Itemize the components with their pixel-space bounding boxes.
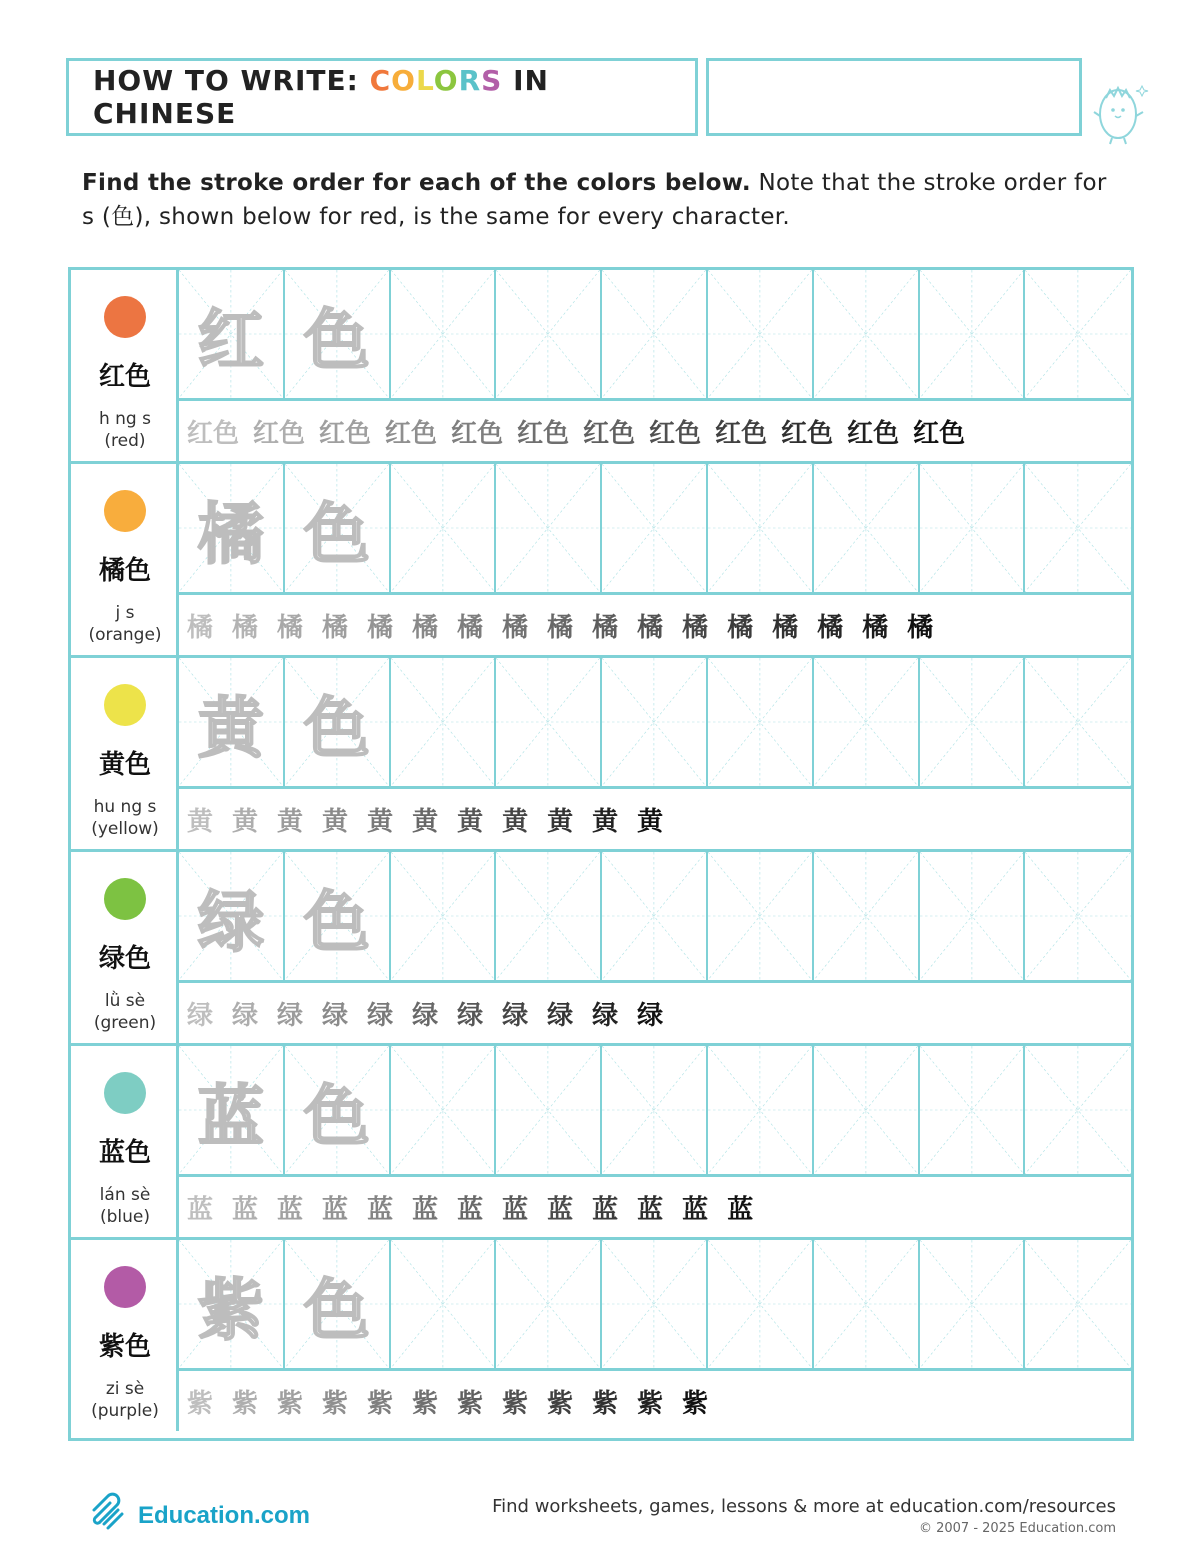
grid-guide-lines bbox=[920, 1240, 1024, 1368]
stroke-order-strip bbox=[179, 786, 1131, 849]
stroke-step: 橘 bbox=[277, 612, 304, 643]
stroke-step: 黄 bbox=[502, 806, 529, 837]
stroke-step: 橘 bbox=[637, 612, 664, 643]
writing-box[interactable] bbox=[496, 852, 602, 980]
stroke-step: 黄 bbox=[457, 806, 484, 837]
grid-guide-lines bbox=[496, 464, 600, 592]
stroke-step: 蓝 bbox=[727, 1194, 754, 1225]
trace-character: 红 bbox=[197, 301, 264, 379]
stroke-step: 黄 bbox=[637, 806, 664, 837]
trace-character: 黄 bbox=[197, 689, 264, 767]
stroke-step: 橘 bbox=[772, 612, 799, 643]
writing-box[interactable] bbox=[496, 658, 602, 786]
writing-box[interactable] bbox=[602, 464, 708, 592]
grid-guide-lines bbox=[814, 1046, 918, 1174]
trace-character: 紫 bbox=[197, 1271, 264, 1349]
color-label-cell bbox=[71, 852, 179, 1043]
chinese-word: 红色 bbox=[98, 362, 151, 392]
trace-character: 色 bbox=[303, 1271, 370, 1349]
stroke-step: 黄 bbox=[547, 806, 574, 837]
stroke-step: 红色 bbox=[319, 418, 372, 449]
stroke-step: 红色 bbox=[253, 418, 306, 449]
stroke-step: 橘 bbox=[592, 612, 619, 643]
paperclip-logo-icon bbox=[84, 1488, 132, 1536]
grid-guide-lines bbox=[391, 1240, 495, 1368]
title-colors-word bbox=[370, 64, 503, 97]
stroke-step: 橘 bbox=[502, 612, 529, 643]
title-color-letter: C bbox=[369, 64, 392, 97]
color-label-cell bbox=[71, 270, 179, 461]
stroke-step: 绿 bbox=[412, 1000, 439, 1031]
education-logo[interactable] bbox=[84, 1488, 324, 1538]
grid-guide-lines bbox=[391, 464, 495, 592]
instructions-rest: Note that the stroke order for s (色), shown below for red, is the same for every character. bbox=[82, 170, 1107, 230]
stroke-step: 紫 bbox=[232, 1388, 259, 1419]
writing-box[interactable] bbox=[814, 1046, 920, 1174]
stroke-step: 红色 bbox=[781, 418, 834, 449]
color-label-cell bbox=[71, 658, 179, 849]
grid-guide-lines bbox=[496, 852, 600, 980]
writing-box[interactable] bbox=[1025, 270, 1131, 398]
writing-boxes bbox=[179, 464, 1131, 592]
english-label: (orange) bbox=[88, 625, 162, 645]
worksheet-title bbox=[93, 64, 695, 130]
trace-character: 色 bbox=[303, 689, 370, 767]
trace-character: 色 bbox=[303, 495, 370, 573]
grid-guide-lines bbox=[496, 1240, 600, 1368]
grid-guide-lines bbox=[814, 464, 918, 592]
grid-guide-lines bbox=[920, 464, 1024, 592]
writing-box[interactable] bbox=[391, 1046, 497, 1174]
stroke-step: 紫 bbox=[277, 1388, 304, 1419]
writing-box[interactable] bbox=[920, 1240, 1026, 1368]
stroke-step: 蓝 bbox=[322, 1194, 349, 1225]
stroke-step: 黄 bbox=[322, 806, 349, 837]
stroke-step: 红色 bbox=[187, 418, 240, 449]
color-swatch bbox=[104, 878, 146, 920]
pinyin-label: j s bbox=[115, 603, 135, 623]
pinyin-label: hu ng s bbox=[93, 797, 157, 817]
worksheet-title-box bbox=[66, 58, 698, 136]
stroke-step: 橘 bbox=[232, 612, 259, 643]
title-color-letter: O bbox=[433, 64, 459, 97]
writing-box[interactable] bbox=[920, 1046, 1026, 1174]
writing-box[interactable] bbox=[285, 1046, 391, 1174]
writing-box[interactable] bbox=[285, 852, 391, 980]
stroke-step: 绿 bbox=[367, 1000, 394, 1031]
stroke-step: 红色 bbox=[715, 418, 768, 449]
chinese-word: 蓝色 bbox=[98, 1138, 151, 1168]
stroke-order-strip bbox=[179, 980, 1131, 1043]
grid-guide-lines bbox=[391, 852, 495, 980]
writing-boxes bbox=[179, 852, 1131, 980]
writing-box[interactable] bbox=[602, 658, 708, 786]
trace-character: 色 bbox=[303, 301, 370, 379]
writing-box[interactable] bbox=[1025, 1240, 1131, 1368]
footer-tagline[interactable]: Find worksheets, games, lessons & more at education.com/resources bbox=[492, 1496, 1116, 1517]
stroke-step: 黄 bbox=[412, 806, 439, 837]
name-field-box[interactable] bbox=[706, 58, 1082, 136]
stroke-step: 橘 bbox=[187, 612, 214, 643]
writing-box[interactable] bbox=[1025, 1046, 1131, 1174]
writing-box[interactable] bbox=[391, 270, 497, 398]
pinyin-label: lǜ sè bbox=[104, 991, 146, 1011]
title-color-letter: O bbox=[391, 64, 416, 97]
writing-box[interactable] bbox=[602, 270, 708, 398]
stroke-step: 橘 bbox=[907, 612, 934, 643]
writing-box[interactable] bbox=[708, 464, 814, 592]
stroke-step: 绿 bbox=[547, 1000, 574, 1031]
stroke-step: 紫 bbox=[547, 1388, 574, 1419]
writing-boxes bbox=[179, 658, 1131, 786]
writing-box[interactable] bbox=[496, 1046, 602, 1174]
stroke-step: 橘 bbox=[322, 612, 349, 643]
stroke-step: 橘 bbox=[367, 612, 394, 643]
stroke-step: 黄 bbox=[367, 806, 394, 837]
writing-box[interactable] bbox=[179, 464, 285, 592]
writing-box[interactable] bbox=[391, 852, 497, 980]
stroke-step: 红色 bbox=[517, 418, 570, 449]
stroke-step: 黄 bbox=[277, 806, 304, 837]
color-swatch bbox=[104, 684, 146, 726]
title-prefix: HOW TO WRITE: bbox=[93, 64, 370, 97]
writing-box[interactable] bbox=[179, 1240, 285, 1368]
stroke-step: 紫 bbox=[412, 1388, 439, 1419]
stroke-step: 绿 bbox=[637, 1000, 664, 1031]
grid-guide-lines bbox=[602, 464, 706, 592]
writing-box[interactable] bbox=[1025, 658, 1131, 786]
stroke-step: 蓝 bbox=[682, 1194, 709, 1225]
stroke-step: 蓝 bbox=[592, 1194, 619, 1225]
pinyin-label: zi sè bbox=[105, 1379, 145, 1399]
title-color-letter: S bbox=[481, 64, 503, 97]
stroke-step: 绿 bbox=[322, 1000, 349, 1031]
stroke-step: 紫 bbox=[637, 1388, 664, 1419]
logo-text: Education.com bbox=[138, 1502, 311, 1529]
grid-guide-lines bbox=[602, 1046, 706, 1174]
stroke-step: 橘 bbox=[817, 612, 844, 643]
stroke-step: 蓝 bbox=[457, 1194, 484, 1225]
writing-box[interactable] bbox=[496, 1240, 602, 1368]
english-label: (yellow) bbox=[91, 819, 159, 839]
stroke-step: 绿 bbox=[187, 1000, 214, 1031]
pinyin-label: lán sè bbox=[99, 1185, 151, 1205]
trace-character: 橘 bbox=[197, 495, 264, 573]
writing-box[interactable] bbox=[814, 852, 920, 980]
grid-guide-lines bbox=[920, 270, 1024, 398]
color-row bbox=[71, 464, 1131, 655]
stroke-step: 橘 bbox=[412, 612, 439, 643]
writing-box[interactable] bbox=[814, 270, 920, 398]
writing-box[interactable] bbox=[179, 1046, 285, 1174]
writing-box[interactable] bbox=[814, 1240, 920, 1368]
grid-guide-lines bbox=[708, 464, 812, 592]
writing-box[interactable] bbox=[1025, 852, 1131, 980]
stroke-order-strip bbox=[179, 592, 1131, 655]
writing-box[interactable] bbox=[602, 1046, 708, 1174]
grid-guide-lines bbox=[708, 852, 812, 980]
writing-box[interactable] bbox=[920, 852, 1026, 980]
grid-guide-lines bbox=[814, 1240, 918, 1368]
writing-box[interactable] bbox=[496, 464, 602, 592]
stroke-step: 蓝 bbox=[277, 1194, 304, 1225]
stroke-step: 紫 bbox=[682, 1388, 709, 1419]
egg-mascot-icon bbox=[1088, 72, 1150, 148]
writing-box[interactable] bbox=[179, 270, 285, 398]
trace-character: 色 bbox=[303, 1077, 370, 1155]
stroke-step: 绿 bbox=[232, 1000, 259, 1031]
grid-guide-lines bbox=[1025, 1046, 1131, 1174]
grid-guide-lines bbox=[708, 1240, 812, 1368]
grid-guide-lines bbox=[391, 1046, 495, 1174]
writing-box[interactable] bbox=[920, 270, 1026, 398]
grid-guide-lines bbox=[1025, 270, 1131, 398]
color-swatch bbox=[104, 1072, 146, 1114]
grid-guide-lines bbox=[708, 270, 812, 398]
grid-guide-lines bbox=[602, 658, 706, 786]
stroke-step: 蓝 bbox=[232, 1194, 259, 1225]
title-suffix: IN CHINESE bbox=[93, 64, 549, 130]
stroke-step: 绿 bbox=[502, 1000, 529, 1031]
writing-boxes bbox=[179, 1240, 1131, 1368]
stroke-step: 红色 bbox=[385, 418, 438, 449]
writing-box[interactable] bbox=[602, 852, 708, 980]
writing-box[interactable] bbox=[285, 464, 391, 592]
grid-guide-lines bbox=[496, 1046, 600, 1174]
grid-guide-lines bbox=[708, 658, 812, 786]
stroke-step: 紫 bbox=[322, 1388, 349, 1419]
stroke-step: 蓝 bbox=[547, 1194, 574, 1225]
grid-guide-lines bbox=[496, 270, 600, 398]
grid-guide-lines bbox=[920, 852, 1024, 980]
chinese-word: 紫色 bbox=[98, 1332, 151, 1362]
stroke-step: 紫 bbox=[367, 1388, 394, 1419]
stroke-step: 蓝 bbox=[502, 1194, 529, 1225]
grid-guide-lines bbox=[1025, 658, 1131, 786]
grid-guide-lines bbox=[920, 1046, 1024, 1174]
grid-guide-lines bbox=[1025, 464, 1131, 592]
writing-box[interactable] bbox=[391, 464, 497, 592]
stroke-order-strip bbox=[179, 1174, 1131, 1237]
color-row bbox=[71, 1240, 1131, 1431]
color-swatch bbox=[104, 1266, 146, 1308]
grid-guide-lines bbox=[708, 1046, 812, 1174]
stroke-step: 黄 bbox=[187, 806, 214, 837]
color-label-cell bbox=[71, 1046, 179, 1237]
stroke-step: 橘 bbox=[547, 612, 574, 643]
title-color-letter: L bbox=[415, 64, 434, 97]
stroke-step: 红色 bbox=[649, 418, 702, 449]
grid-guide-lines bbox=[496, 658, 600, 786]
grid-guide-lines bbox=[602, 1240, 706, 1368]
trace-character: 色 bbox=[303, 883, 370, 961]
stroke-step: 紫 bbox=[502, 1388, 529, 1419]
chinese-word: 黄色 bbox=[98, 750, 151, 780]
stroke-step: 绿 bbox=[592, 1000, 619, 1031]
writing-boxes bbox=[179, 1046, 1131, 1174]
color-row bbox=[71, 1046, 1131, 1237]
writing-box[interactable] bbox=[708, 1046, 814, 1174]
footer-info bbox=[492, 1496, 1116, 1536]
stroke-step: 红色 bbox=[913, 418, 966, 449]
color-label-cell bbox=[71, 464, 179, 655]
stroke-step: 紫 bbox=[187, 1388, 214, 1419]
english-label: (purple) bbox=[91, 1401, 159, 1421]
stroke-step: 橘 bbox=[682, 612, 709, 643]
writing-box[interactable] bbox=[602, 1240, 708, 1368]
stroke-step: 黄 bbox=[592, 806, 619, 837]
grid-guide-lines bbox=[814, 270, 918, 398]
stroke-step: 橘 bbox=[457, 612, 484, 643]
writing-box[interactable] bbox=[285, 1240, 391, 1368]
stroke-step: 红色 bbox=[583, 418, 636, 449]
writing-box[interactable] bbox=[708, 1240, 814, 1368]
english-label: (blue) bbox=[99, 1207, 150, 1227]
writing-box[interactable] bbox=[1025, 464, 1131, 592]
writing-box[interactable] bbox=[179, 852, 285, 980]
writing-boxes bbox=[179, 270, 1131, 398]
writing-box[interactable] bbox=[708, 658, 814, 786]
stroke-step: 紫 bbox=[592, 1388, 619, 1419]
stroke-step: 紫 bbox=[457, 1388, 484, 1419]
instructions-lead: Find the stroke order for each of the colors below. bbox=[82, 170, 751, 196]
grid-guide-lines bbox=[602, 852, 706, 980]
stroke-step: 蓝 bbox=[637, 1194, 664, 1225]
stroke-step: 橘 bbox=[727, 612, 754, 643]
stroke-step: 蓝 bbox=[412, 1194, 439, 1225]
title-color-letter: R bbox=[458, 64, 482, 97]
writing-box[interactable] bbox=[391, 658, 497, 786]
english-label: (green) bbox=[93, 1013, 157, 1033]
writing-box[interactable] bbox=[285, 270, 391, 398]
stroke-step: 蓝 bbox=[367, 1194, 394, 1225]
grid-guide-lines bbox=[814, 852, 918, 980]
stroke-step: 黄 bbox=[232, 806, 259, 837]
writing-box[interactable] bbox=[708, 270, 814, 398]
grid-guide-lines bbox=[602, 270, 706, 398]
practice-grid bbox=[68, 267, 1134, 1441]
chinese-word: 绿色 bbox=[98, 944, 151, 974]
writing-box[interactable] bbox=[920, 658, 1026, 786]
writing-box[interactable] bbox=[920, 464, 1026, 592]
pinyin-label: h ng s bbox=[98, 409, 151, 429]
trace-character: 绿 bbox=[197, 883, 264, 961]
grid-guide-lines bbox=[391, 270, 495, 398]
writing-box[interactable] bbox=[391, 1240, 497, 1368]
writing-box[interactable] bbox=[814, 658, 920, 786]
grid-guide-lines bbox=[814, 658, 918, 786]
footer-copyright: © 2007 - 2025 Education.com bbox=[918, 1521, 1116, 1536]
instructions-text bbox=[82, 166, 1122, 234]
stroke-step: 红色 bbox=[847, 418, 900, 449]
grid-guide-lines bbox=[920, 658, 1024, 786]
color-row bbox=[71, 270, 1131, 461]
writing-box[interactable] bbox=[496, 270, 602, 398]
writing-box[interactable] bbox=[708, 852, 814, 980]
color-swatch bbox=[104, 490, 146, 532]
stroke-step: 绿 bbox=[457, 1000, 484, 1031]
color-swatch bbox=[104, 296, 146, 338]
writing-box[interactable] bbox=[179, 658, 285, 786]
writing-box[interactable] bbox=[285, 658, 391, 786]
stroke-order-strip bbox=[179, 398, 1131, 461]
grid-guide-lines bbox=[1025, 1240, 1131, 1368]
stroke-step: 绿 bbox=[277, 1000, 304, 1031]
grid-guide-lines bbox=[391, 658, 495, 786]
english-label: (red) bbox=[104, 431, 146, 451]
stroke-step: 橘 bbox=[862, 612, 889, 643]
grid-guide-lines bbox=[1025, 852, 1131, 980]
trace-character: 蓝 bbox=[197, 1077, 264, 1155]
chinese-word: 橘色 bbox=[98, 556, 151, 586]
color-row bbox=[71, 658, 1131, 849]
color-row bbox=[71, 852, 1131, 1043]
writing-box[interactable] bbox=[814, 464, 920, 592]
stroke-step: 红色 bbox=[451, 418, 504, 449]
color-label-cell bbox=[71, 1240, 179, 1431]
stroke-step: 蓝 bbox=[187, 1194, 214, 1225]
stroke-order-strip bbox=[179, 1368, 1131, 1431]
